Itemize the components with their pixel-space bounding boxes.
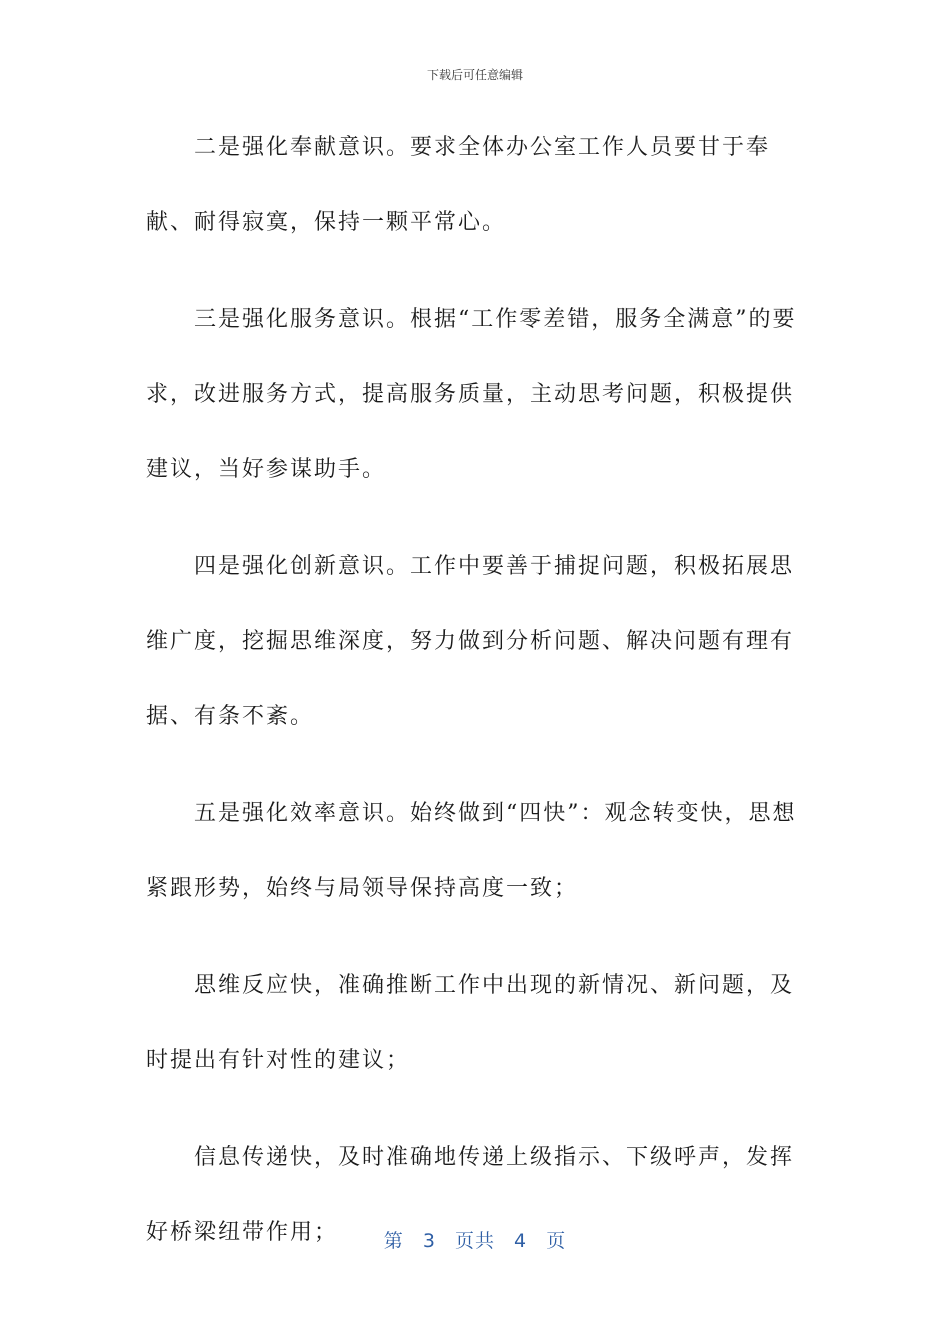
paragraph: 二是强化奉献意识。要求全体办公室工作人员要甘于奉献、耐得寂寞，保持一颗平常心。 xyxy=(146,135,771,235)
paragraph: 五是强化效率意识。始终做到“四快”：观念转变快，思想紧跟形势，始终与局领导保持高度一致； xyxy=(146,801,797,901)
page-label-suffix: 页 xyxy=(546,1230,567,1252)
current-page-number: 3 xyxy=(422,1230,436,1252)
page-footer xyxy=(0,1226,950,1253)
paragraph: 四是强化创新意识。工作中要善于捕捉问题，积极拓展思维广度，挖掘思维深度，努力做到分析问题、解决问题有理有据、有条不紊。 xyxy=(146,554,795,729)
paragraph: 三是强化服务意识。根据“工作零差错，服务全满意”的要求，改进服务方式，提高服务质量，主动思考问题，积极提供建议，当好参谋助手。 xyxy=(146,307,797,482)
paragraph: 思维反应快，准确推断工作中出现的新情况、新问题，及时提出有针对性的建议； xyxy=(146,973,795,1073)
total-pages-number: 4 xyxy=(514,1230,528,1252)
paragraph: 信息传递快，及时准确地传递上级指示、下级呼声，发挥好桥梁纽带作用； xyxy=(146,1145,795,1245)
document-body xyxy=(146,120,806,1292)
page-label-prefix: 第 xyxy=(383,1230,404,1252)
page-label-mid: 页共 xyxy=(454,1230,495,1252)
page-header: 下载后可任意编辑 xyxy=(426,68,523,82)
